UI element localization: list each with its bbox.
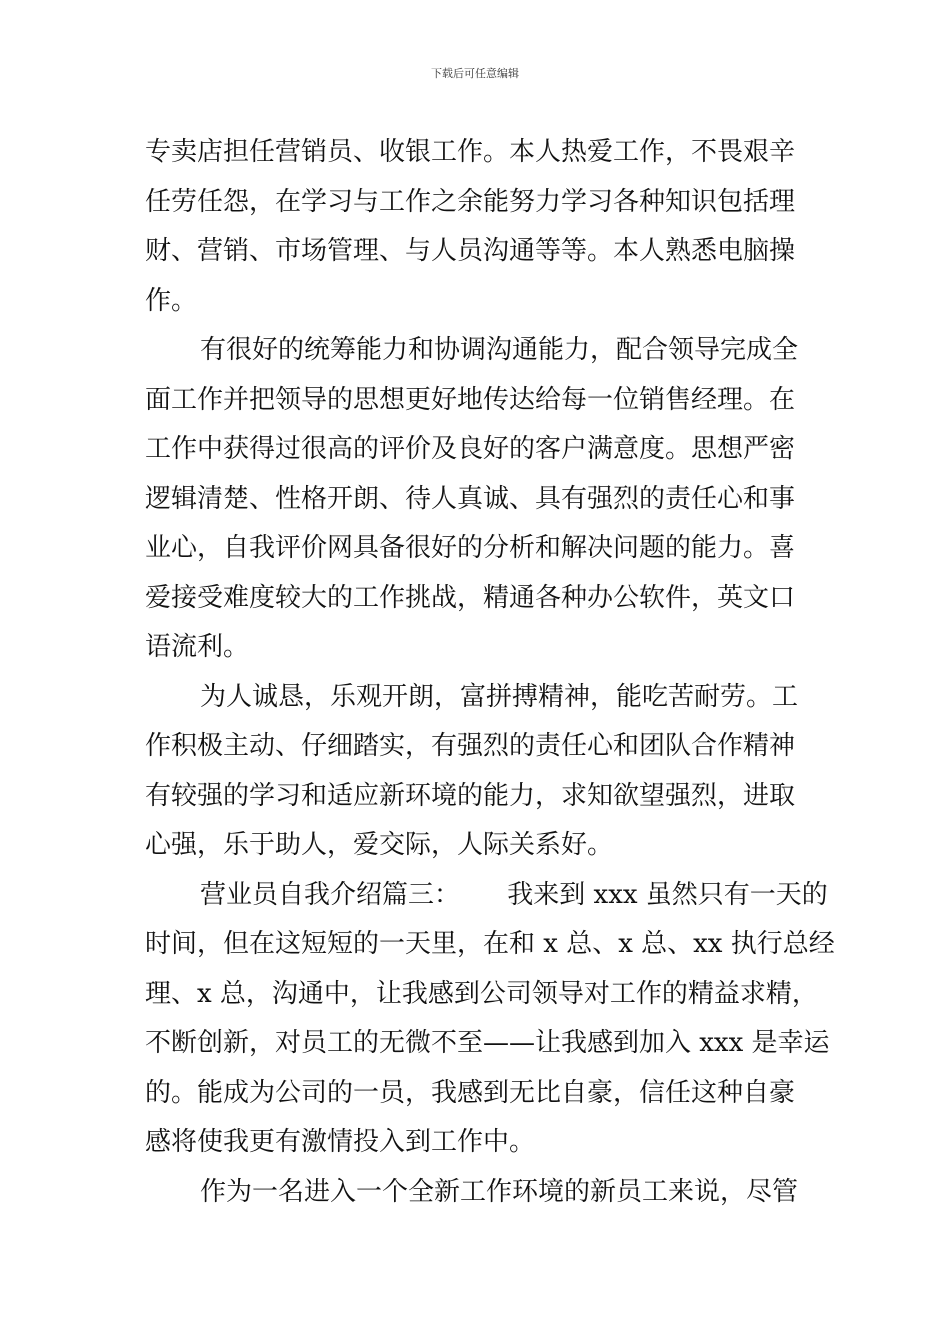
text-line: 时间，但在这短短的一天里，在和 x 总、x 总、xx 执行总经: [145, 929, 835, 959]
text-line: 有较强的学习和适应新环境的能力，求知欲望强烈，进取: [145, 780, 796, 811]
text-line: 财、营销、市场管理、与人员沟通等等。本人熟悉电脑操: [145, 236, 796, 266]
text-line: 作。: [145, 285, 198, 316]
text-line: 工作中获得过很高的评价及良好的客户满意度。思想严密: [145, 434, 796, 464]
page-header: 下载后可任意编辑: [431, 67, 519, 80]
text-line: 心强，乐于助人，爱交际，人际关系好。: [145, 830, 614, 860]
text-line: 理、x 总，沟通中，让我感到公司领导对工作的精益求精，: [145, 978, 818, 1009]
paragraph-start-line: 作为一名进入一个全新工作环境的新员工来说，尽管: [200, 1176, 799, 1207]
text-line: 面工作并把领导的思想更好地传达给每一位销售经理。在: [145, 384, 796, 415]
text-line: 爱接受难度较大的工作挑战，精通各种办公软件，英文口: [145, 582, 796, 613]
text-line: 业心，自我评价网具备很好的分析和解决问题的能力。喜: [145, 533, 796, 563]
paragraph-start-line: 有很好的统筹能力和协调沟通能力，配合领导完成全: [200, 335, 799, 365]
text-line: 专卖店担任营销员、收银工作。本人热爱工作，不畏艰辛: [145, 137, 796, 167]
text-line: 作积极主动、仔细踏实，有强烈的责任心和团队合作精神: [145, 731, 796, 761]
paragraph-start-line: 营业员自我介绍篇三： 我来到 xxx 虽然只有一天的: [200, 879, 828, 910]
text-line: 感将使我更有激情投入到工作中。: [145, 1127, 536, 1157]
text-line: 逻辑清楚、性格开朗、待人真诚、具有强烈的责任心和事: [145, 483, 796, 514]
text-line: 任劳任怨，在学习与工作之余能努力学习各种知识包括理: [145, 186, 796, 217]
text-line: 语流利。: [145, 632, 250, 662]
text-line: 的。能成为公司的一员，我感到无比自豪，信任这种自豪: [145, 1077, 796, 1108]
text-line: 不断创新，对员工的无微不至——让我感到加入 xxx 是幸运: [145, 1028, 830, 1058]
paragraph-start-line: 为人诚恳，乐观开朗，富拼搏精神，能吃苦耐劳。工: [200, 681, 799, 712]
body-text: [145, 128, 835, 1217]
